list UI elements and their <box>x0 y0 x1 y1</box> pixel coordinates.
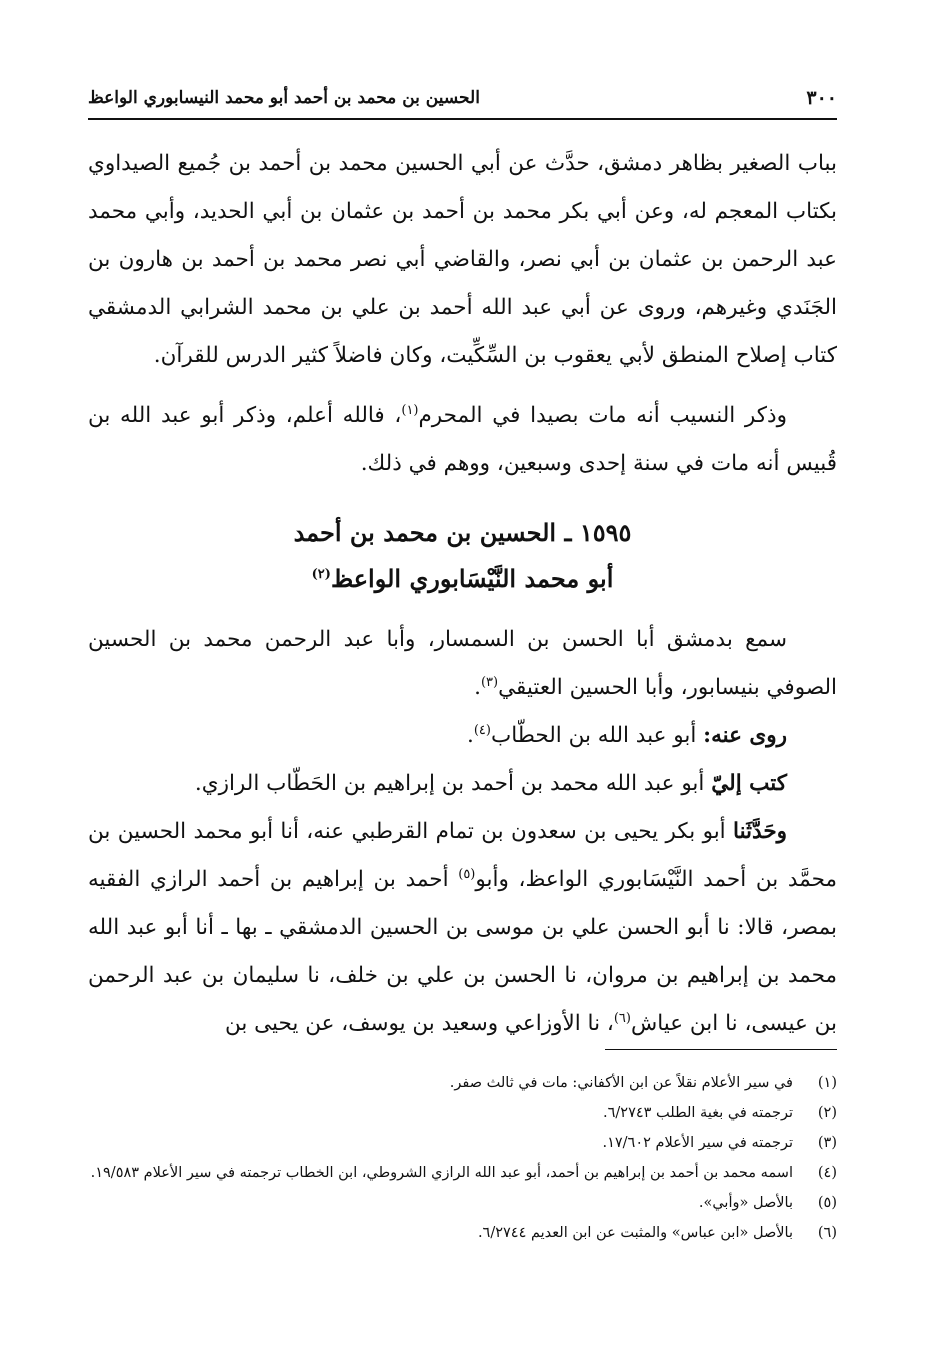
paragraph-isnad <box>88 808 837 1048</box>
page-number: ٣٠٠ <box>806 87 837 109</box>
main-text <box>88 140 837 1048</box>
footnote-text: بالأصل «ابن عباس» والمثبت عن ابن العديم ٦/٢٧٤٤. <box>477 1225 793 1241</box>
footnote-number: (١) <box>817 1075 837 1091</box>
footnote-item <box>88 1218 837 1248</box>
text-run: ، فالله أعلم، وذكر أبو عبد الله بن قُبيس أنه مات في سنة إحدى وسبعين، ووهم في ذلك. <box>88 403 837 476</box>
text-run: وذكر النسيب أنه مات بصيدا في المحرم <box>418 403 787 428</box>
entry-heading-line-1: ١٥٩٥ ـ الحسين بن محمد بن أحمد <box>293 518 632 547</box>
footnote-ref-5[interactable]: (٥) <box>458 866 476 882</box>
text-run: أبو محمد النَّيْسَابوري الواعظ <box>330 564 614 593</box>
footnote-ref-3[interactable]: (٣) <box>480 674 499 690</box>
paragraph-heard <box>88 616 837 712</box>
footnote-text: ترجمته في بغية الطلب ٦/٢٧٤٣. <box>603 1105 793 1121</box>
footnote-item <box>88 1098 837 1128</box>
footnotes <box>88 1068 837 1248</box>
footnote-text: في سير الأعلام نقلاً عن ابن الأكفاني: مات في ثالث صفر. <box>449 1075 793 1091</box>
footnote-item <box>88 1068 837 1098</box>
footnote-item <box>88 1188 837 1218</box>
text-run: . <box>474 675 481 700</box>
paragraph-continued: بباب الصغير بظاهر دمشق، حدَّث عن أبي الحسين محمد بن أحمد بن جُميع الصيداوي بكتاب المعجم له، وعن أبي بكر محمد بن أحمد بن عثمان بن أبي الحديد، وأبي محمد عبد الرحمن بن عثمان بن أبي نصر، والقاضي أبي نصر محمد بن أحمد بن هارون بن الجَنَدي وغيرهم، وروى عن أبي عبد الله أحمد بن علي بن محمد الشرابي الدمشقي كتاب إصلاح المنطق لأبي يعقوب بن السِّكِّيت، وكان فاضلاً كثير الدرس للقرآن. <box>88 151 837 368</box>
entry-heading-line-2 <box>88 556 837 602</box>
footnote-text: بالأصل «وأبي». <box>698 1195 793 1211</box>
running-header <box>88 84 837 120</box>
footnote-ref-2[interactable]: (٢) <box>311 567 331 582</box>
footnote-ref-6[interactable]: (٦) <box>613 1010 631 1026</box>
footnote-number: (٢) <box>817 1105 837 1121</box>
footnote-number: (٥) <box>817 1195 837 1211</box>
footnote-item <box>88 1128 837 1158</box>
paragraph-death-note <box>88 392 837 488</box>
text-run: أحمد بن إبراهيم بن أحمد الرازي الفقيه بمصر، قالا: نا أبو الحسن علي بن موسى بن الحسين الدمشقي ـ بها ـ أنا أبو عبد الله محمد بن إبراهيم بن مروان، نا الحسن بن علي بن خلف، نا سليمان بن عبد الرحمن بن عيسى، نا ابن عياش <box>88 867 837 1036</box>
footnote-text: اسمه محمد بن أحمد بن إبراهيم بن أحمد، أبو عبد الله الرازي الشروطي، ابن الخطاب ترجمته في سير الأعلام ١٩/٥٨٣. <box>90 1165 793 1181</box>
entry-heading <box>88 510 837 602</box>
paragraph-wrote-to-me <box>88 760 837 808</box>
footnote-text: ترجمته في سير الأعلام ١٧/٦٠٢. <box>602 1135 793 1151</box>
lead-word: كتب إليّ <box>711 771 787 796</box>
footnote-item <box>88 1158 837 1188</box>
footnote-ref-1[interactable]: (١) <box>401 402 419 418</box>
lead-word: روى عنه: <box>703 723 787 748</box>
text-run: أبو عبد الله محمد بن أحمد بن إبراهيم بن الحَطّاب الرازي. <box>194 771 712 796</box>
text-run: سمع بدمشق أبا الحسن بن السمسار، وأبا عبد الرحمن محمد بن الحسين الصوفي بنيسابور، وأبا الحسين العتيقي <box>88 627 837 700</box>
footnote-separator <box>605 1049 837 1050</box>
text-run: أبو بكر يحيى بن سعدون بن تمام القرطبي عنه، أنا أبو محمد الحسين بن محمَّد بن أحمد النَّيْسَابوري الواعظ، وأبو <box>88 819 837 892</box>
paragraph-narrated-by <box>88 712 837 760</box>
text-run: . <box>466 723 474 748</box>
footnote-number: (٤) <box>817 1165 837 1181</box>
lead-word: وحَدَّثَنا <box>733 819 787 844</box>
footnote-number: (٣) <box>817 1135 837 1151</box>
footnote-number: (٦) <box>817 1225 837 1241</box>
text-run: ، نا الأوزاعي وسعيد بن يوسف، عن يحيى بن <box>224 1011 614 1036</box>
footnote-ref-4[interactable]: (٤) <box>473 722 491 738</box>
text-run: أبو عبد الله بن الحطّاب <box>490 723 704 748</box>
running-title: الحسين بن محمد بن أحمد أبو محمد النيسابوري الواعظ <box>88 88 480 108</box>
